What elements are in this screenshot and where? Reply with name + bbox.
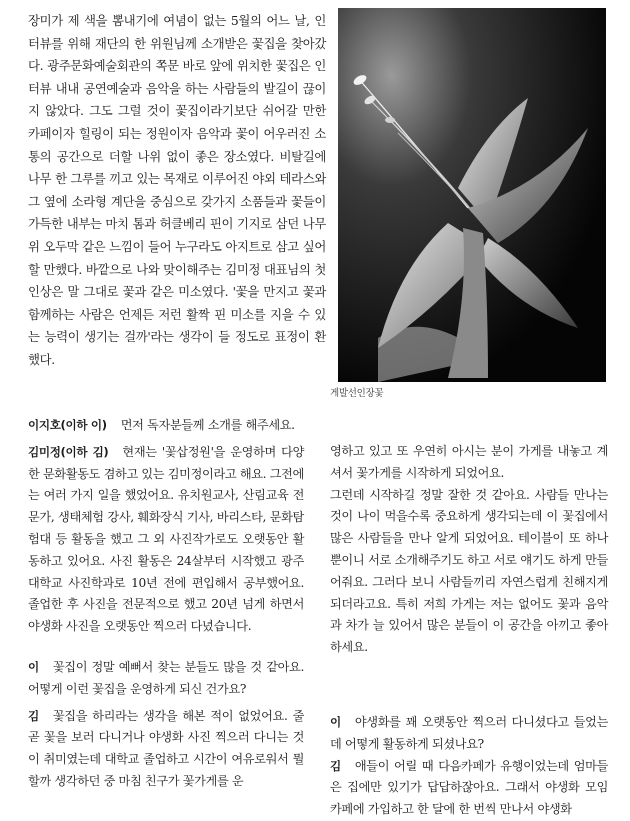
qa-text: 꽃집이 정말 예뻐서 찾는 분들도 많을 것 같아요. 어떻게 이런 꽃집을 운영하게 되신 건가요? bbox=[28, 659, 304, 696]
qa-paragraph bbox=[330, 485, 608, 659]
qa-text: 먼저 독자분들께 소개를 해주세요. bbox=[120, 418, 295, 432]
qa-text: 현재는 '꽃삽정원'을 운영하며 다양한 문화활동도 겸하고 있는 김미정이라고 해요. 그전에는 여러 가지 일을 했었어요. 유치원교사, 산림교육 전문가, 생태체험 강사, 훼화장식 기사, 바리스타, 문화탐험대 등 활동을 했고 그 외 사진작가로도 오랫동안 활동하고 있어요. 사진 활동은 24살부터 시작했고 광주대학교 사진학과로 10년 전에 편입해서 공부했어요. 졸업한 후 사진을 전문적으로 했고 20년 넘게 하면서 야생화 사진을 오랫동안 찍으러 다녔습니다. bbox=[28, 444, 304, 634]
qa-paragraph bbox=[330, 441, 608, 485]
qa-paragraph bbox=[330, 712, 608, 756]
interview-right-column bbox=[330, 441, 608, 821]
qa-paragraph bbox=[28, 442, 304, 638]
intro-paragraph: 장미가 제 색을 뽐내기에 여념이 없는 5월의 어느 날, 인터뷰를 위해 재단의 한 위원님께 소개받은 꽃집을 찾아갔다. 광주문화예술회관의 쪽문 바로 앞에 위치한 꽃집은 인터뷰 내내 공연예술과 음악을 하는 사람들의 발길이 끊이지 않았다. 그도 그럴 것이 꽃집이라기보단 쉬어갈 만한 카페이자 힐링이 되는 정원이자 음악과 꽃이 어우러진 소통의 공간으로 더할 나위 없이 좋은 장소였다. 비탈길에 나무 한 그루를 끼고 있는 목재로 이루어진 야외 테라스와 그 옆에 소라형 계단을 중심으로 갖가지 소품들과 꽃들이 가득한 내부는 마치 톰과 허클베리 핀이 기지로 삼던 나무 위 오두막 같은 느낌이 들어 누구라도 아지트로 삼고 싶어할 만했다. 바깥으로 나와 맞이해주는 김미정 대표님의 첫인상은 말 그대로 꽃과 같은 미소였다. '꽃을 만지고 꽃과 함께하는 사람은 언제든 저런 활짝 핀 미소를 지을 수 있는 능력이 생기는 걸까'라는 생각이 들 정도로 표정이 환했다. bbox=[28, 13, 326, 367]
interview-left-column bbox=[28, 415, 304, 812]
qa-text: 야생화를 꽤 오랫동안 찍으러 다니셨다고 들었는데 어떻게 활동하게 되셨나요? bbox=[330, 714, 608, 751]
speaker-label: 김 bbox=[28, 708, 39, 723]
qa-paragraph bbox=[330, 756, 608, 821]
qa-text: 그런데 시작하길 정말 잘한 것 같아요. 사람들 만나는 것이 나이 먹을수록 중요하게 생각되는데 이 꽃집에서 많은 사람들을 만나 알게 되었어요. 테이블이 또 하나뿐이니 서로 소개해주기도 하고 서로 얘기도 하게 만들어줘요. 그러다 보니 사람들끼리 자연스럽게 친해지게 되더라고요. 특히 저희 가게는 저는 없어도 꽃과 음악과 차가 늘 있어서 많은 분들이 이 공간을 아끼고 좋아하세요. bbox=[330, 487, 608, 655]
speaker-label: 김미정(이하 김) bbox=[28, 444, 109, 459]
speaker-label: 이지호(이하 이) bbox=[28, 418, 107, 432]
speaker-label: 이 bbox=[330, 714, 341, 729]
qa-paragraph bbox=[28, 657, 304, 701]
qa-text: 애들이 어릴 때 다음카페가 유행이었는데 엄마들은 집에만 있기가 답답하잖아요. 그래서 야생화 모임 카페에 가입하고 한 달에 한 번씩 만나서 야생화 bbox=[330, 758, 608, 817]
qa-text: 꽃집을 하리라는 생각을 해본 적이 없었어요. 줄 곧 꽃을 보러 다니거나 야생화 사진 찍으러 다니는 것이 취미였는데 대학교 졸업하고 시간이 여유로워서 뭘 할까 생각하던 중 마침 친구가 꽃가게를 운 bbox=[28, 708, 304, 788]
photo-caption: 게발선인장꽃 bbox=[330, 388, 384, 399]
qa-text: 영하고 있고 또 우연히 아시는 분이 가게를 내놓고 계셔서 꽃가게를 시작하게 되었어요. bbox=[330, 444, 608, 480]
flower-photo bbox=[338, 8, 606, 382]
speaker-label: 이 bbox=[28, 659, 39, 674]
qa-paragraph bbox=[28, 706, 304, 793]
speaker-label: 김 bbox=[330, 758, 341, 773]
qa-paragraph bbox=[28, 415, 304, 437]
